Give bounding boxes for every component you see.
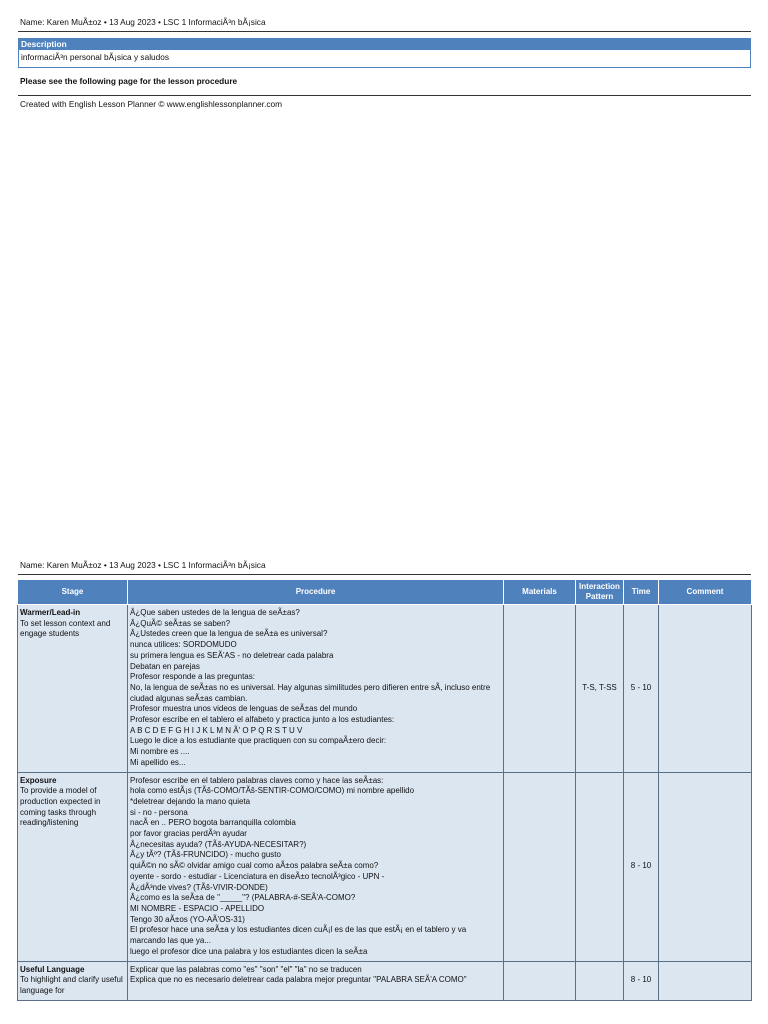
header-rule (18, 31, 751, 32)
interaction-cell: T-S, T-SS (576, 605, 624, 773)
header-rule (18, 574, 751, 575)
procedure-line: *deletrear dejando la mano quieta (130, 796, 251, 806)
footer-rule (18, 95, 751, 96)
procedure-line: Explicar que las palabras como "es" "son" "el" "la" no se traducen (130, 964, 362, 974)
procedure-line: El profesor hace una seÃ±a y los estudiantes dicen cuÃ¡l es de las que estÃ¡ en el tablero y va marcando las que ya... (130, 925, 469, 946)
stage-cell (18, 772, 128, 961)
stage-name: Warmer/Lead-in (20, 608, 81, 617)
procedure-line: Tengo 30 aÃ±os (YO-AÃ'OS-31) (130, 914, 245, 924)
procedure-line: Debatan en parejas (130, 661, 200, 671)
lesson-procedure-table (17, 579, 752, 1001)
column-header-comment: Comment (659, 580, 752, 605)
column-header-stage: Stage (18, 580, 128, 605)
procedure-line: si - no - persona (130, 807, 188, 817)
procedure-line: A B C D E F G H I J K L M N Ã' O P Q R S T U V (130, 725, 303, 735)
procedure-line: Explica que no es necesario deletrear cada palabra mejor preguntar "PALABRA SEÃ'A COMO" (130, 975, 467, 985)
procedure-line: su primera lengua es SEÃ'AS - no deletrear cada palabra (130, 650, 334, 660)
page1-header: Name: Karen MuÃ±oz • 13 Aug 2023 • LSC 1 InformaciÃ³n bÃ¡sica (20, 17, 266, 27)
description-box (18, 38, 751, 68)
column-header-materials: Materials (504, 580, 576, 605)
comment-cell (659, 605, 752, 773)
procedure-note: Please see the following page for the lesson procedure (20, 76, 238, 86)
stage-aim: To highlight and clarify useful language for (20, 975, 123, 995)
interaction-cell (576, 772, 624, 961)
column-header-interaction: Interaction Pattern (576, 580, 624, 605)
procedure-line: quiÃ©n no sÃ© olvidar amigo cual como aÃ±os palabra seÃ±a como? (130, 861, 379, 871)
procedure-cell (128, 772, 504, 961)
time-cell: 8 - 10 (624, 772, 659, 961)
materials-cell (504, 605, 576, 773)
procedure-line: por favor gracias perdÃ³n ayudar (130, 829, 247, 839)
procedure-line: Â¿QuÃ© seÃ±as se saben? (130, 618, 231, 628)
stage-name: Exposure (20, 775, 57, 785)
procedure-cell (128, 605, 504, 773)
table-row (18, 605, 752, 773)
comment-cell (659, 772, 752, 961)
table-header-row (18, 580, 752, 605)
stage-aim: To set lesson context and engage students (20, 618, 111, 639)
column-header-time: Time (624, 580, 659, 605)
table-row (18, 772, 752, 961)
procedure-line: MI NOMBRE - ESPACIO - APELLIDO (130, 903, 265, 913)
materials-cell (504, 772, 576, 961)
procedure-line: Â¿dÃ³nde vives? (TÃš-VIVIR-DONDE) (130, 882, 268, 892)
procedure-cell (128, 961, 504, 1000)
description-heading: Description (19, 39, 750, 50)
procedure-line: hola como estÃ¡s (TÃš-COMO/TÃš-SENTIR-COMO/COMO) mi nombre apellido (130, 786, 415, 796)
materials-cell (504, 961, 576, 1000)
comment-cell (659, 961, 752, 1000)
stage-name: Useful Language (20, 964, 85, 974)
procedure-line: Â¿y tÃº? (TÃš-FRUNCIDO) - mucho gusto (130, 850, 281, 860)
procedure-line: Profesor responde a las preguntas: (130, 672, 255, 682)
procedure-line: luego el profesor dice una palabra y los estudiantes dicen la seÃ±a (130, 946, 368, 956)
procedure-line: Profesor escribe en el tablero el alfabeto y practica junto a los estudiantes: (130, 715, 395, 725)
procedure-line: oyente - sordo - estudiar - Licenciatura en diseÃ±o tecnolÃ³gico - UPN - (130, 871, 385, 881)
time-cell: 8 - 10 (624, 961, 659, 1000)
stage-cell (18, 605, 128, 773)
procedure-line: Â¿necesitas ayuda? (TÃš-AYUDA-NECESITAR?) (130, 839, 307, 849)
credit-line: Created with English Lesson Planner © www.englishlessonplanner.com (20, 99, 283, 109)
procedure-line: Luego le dice a los estudiante que practiquen con su compaÃ±ero decir: (130, 736, 387, 746)
stage-cell (18, 961, 128, 1000)
procedure-line: Â¿como es la seÃ±a de "_____"? (PALABRA-#-SEÃ'A-COMO? (130, 893, 356, 903)
procedure-line: nunca utilices: SORDOMUDO (130, 640, 237, 650)
procedure-line: Mi nombre es .... (130, 747, 190, 757)
column-header-procedure: Procedure (128, 580, 504, 605)
procedure-line: No, la lengua de seÃ±as no es universal. Hay algunas similitudes pero difieren entre sÃ, incluso entre ciudad algunas seÃ±as cambian. (130, 682, 493, 703)
procedure-line: Â¿Ustedes creen que la lengua de seÃ±a es universal? (130, 629, 328, 639)
procedure-line: Mi apellido es... (130, 757, 186, 767)
time-cell: 5 - 10 (624, 605, 659, 773)
description-text: informaciÃ³n personal bÃ¡sica y saludos (21, 52, 170, 62)
procedure-line: Profesor escribe en el tablero palabras claves como y hace las seÃ±as: (130, 775, 384, 785)
stage-aim: To provide a model of production expected in coming tasks through reading/listening (20, 786, 101, 828)
procedure-line: Profesor muestra unos videos de lenguas de seÃ±as del mundo (130, 704, 358, 714)
table-row (18, 961, 752, 1000)
page2-header: Name: Karen MuÃ±oz • 13 Aug 2023 • LSC 1 InformaciÃ³n bÃ¡sica (20, 560, 266, 570)
procedure-line: Â¿Que saben ustedes de la lengua de seÃ±as? (130, 608, 300, 617)
procedure-line: nacÃ en .. PERO bogota barranquilla colombia (130, 818, 296, 828)
interaction-cell (576, 961, 624, 1000)
